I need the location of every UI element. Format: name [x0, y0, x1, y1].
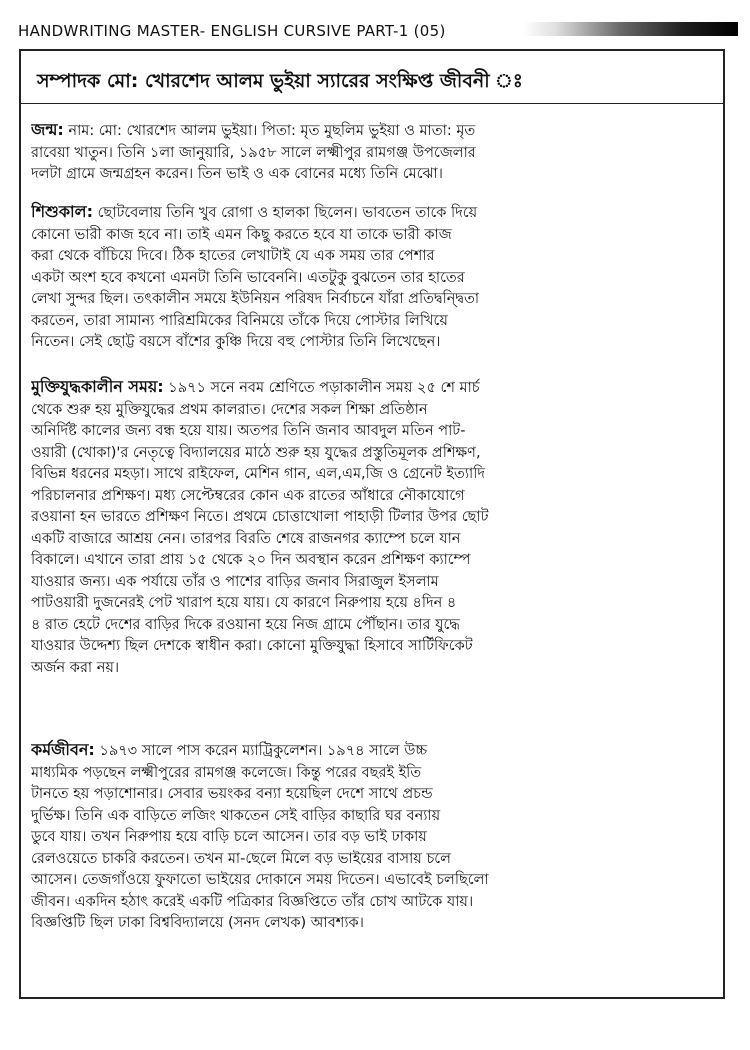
section-line: বিভিন্ন ধরনের মহড়া। সাথে রাইফেল, মেশিন গান, এল,এম,জি ও গ্রেনেট ইত্যাদি — [31, 466, 486, 482]
section-line: লেখা সুন্দর ছিল। তৎকালীন সময়ে ইউনিয়ন পরিষদ নির্বাচনে যাঁরা প্রতিদ্বন্দ্বিতা — [31, 291, 480, 307]
section-line: থেকে শুরু হয় মুক্তিযুদ্ধের প্রথম কালরাত। দেশের সকল শিক্ষা প্রতিষ্ঠান — [31, 401, 428, 418]
section-line: আসেন। তেজগাঁওয়ে ফুফাতো ভাইয়ের দোকানে সময় দিতেন। এভাবেই চলছিলো — [31, 872, 489, 888]
section-line: নিতেন। সেই ছোট্ট বয়সে বাঁশের কুঞ্চি দিয়ে বহু পোস্টার তিনি লিখেছেন। — [31, 334, 441, 350]
section-line: শিশুকাল: ছোটবেলায় তিনি খুব রোগা ও হালকা ছিলেন। ভাবতেন তাকে দিয়ে — [31, 202, 478, 221]
section-line: জন্ম: নাম: মো: খোরশেদ আলম ভুইয়া। পিতা: মৃত মুছলিম ভুইয়া ও মাতা: মৃত — [31, 120, 476, 139]
section-heading: কর্মজীবন: — [31, 740, 95, 759]
section-line: মাধ্যমিক পড়ছেন লক্ষ্মীপুরের রামগঞ্জ কলেজে। কিন্তু পরের বছরই ইতি — [31, 764, 422, 781]
section-line: অর্জন করা নয়। — [31, 659, 120, 676]
section-line: পরিচালনার প্রশিক্ষণ। মধ্য সেপ্টেম্বরের কোন এক রাতের আঁধারে নৌকাযোগে — [31, 487, 465, 504]
section-line: রাবেয়া খাতুন। তিনি ১লা জানুয়ারি, ১৯৫৮ সালে লক্ষ্মীপুর রামগঞ্জ উপজেলার — [31, 144, 476, 161]
section-line: করতেন, তারা সামান্য পারিশ্রমিকের বিনিময়ে তাঁকে দিয়ে পোস্টার লিখিয়ে — [31, 312, 448, 329]
section-line: ডুবে যায়। তখন নিরুপায় হয়ে বাড়ি চলে আসেন। তার বড় ভাই ঢাকায় — [31, 829, 427, 845]
header-title: HANDWRITING MASTER- ENGLISH CURSIVE PART-1 (05) — [18, 22, 446, 40]
section-line: পাটওয়ারী দুজনেরই পেট খারাপ হয়ে যায়। যে কারণে নিরুপায় হয়ে ৪দিন ৪ — [31, 595, 457, 611]
document-frame — [19, 49, 725, 999]
section-heading: মুক্তিযুদ্ধকালীন সময়: — [31, 377, 164, 396]
section-line: কোনো ভারী কাজ হবে না। তাই এমন কিছু করতে হবে যা তাকে ভারী কাজ — [31, 226, 452, 243]
section-line: কর্মজীবন: ১৯৭৩ সালে পাস করেন ম্যাট্রিকুলেশন। ১৯৭৪ সালে উচ্চ — [31, 740, 428, 759]
section-line: একটি বাজারে আশ্রয় নেন। তারপর বিরতি শেষে রাজনগর ক্যাম্পে চলে যান — [31, 530, 461, 547]
section-line: বিকালে। এখানে তারা প্রায় ১৫ থেকে ২০ দিন অবস্থান করেন প্রশিক্ষণ ক্যাম্পে — [31, 552, 471, 568]
section-line: ৪ রাত হেটে দেশের বাড়ির দিকে রওয়ানা হয়ে নিজ গ্রামে পৌঁছান। তার যুদ্ধে — [31, 616, 460, 633]
section-birth — [31, 119, 715, 186]
section-line: টানতে হয় পড়াশোনার। সেবার ভয়ংকর বন্যা হয়েছিল দেশে সাথে প্রচন্ড — [31, 786, 433, 802]
header-gradient-bar — [523, 22, 738, 36]
section-line: যাওয়ার জন্য। এক পর্যায়ে তাঁর ও পাশের বাড়ির জনাব সিরাজুল ইসলাম — [31, 573, 439, 590]
section-heading: জন্ম: — [31, 120, 64, 139]
section-line: জীবন। একদিন হঠাৎ করেই একটি পত্রিকার বিজ্ঞপ্তিতে তাঁর চোখ আটকে যায়। — [31, 893, 474, 910]
section-line: দলটা গ্রামে জন্মগ্রহন করেন। তিন ভাই ও এক বোনের মধ্যে তিনি মেঝো। — [31, 166, 443, 182]
section-line: করা থেকে বাঁচিয়ে দিবে। ঠিক হাতের লেখাটাই যে এক সময় তার পেশার — [31, 248, 435, 264]
section-liberation-war — [31, 376, 715, 679]
section-line: বিজ্ঞপ্তিটি ছিল ঢাকা বিশ্ববিদ্যালয়ে (সনদ লেখক) আবশ্যক। — [31, 915, 364, 931]
page-header — [18, 18, 738, 44]
section-line: যাওয়ার উদ্দেশ্য ছিল দেশকে স্বাধীন করা। কোনো মুক্তিযুদ্ধা হিসাবে সার্টিফিকেট — [31, 638, 473, 654]
section-line: দুর্ভিক্ষ। তিনি এক বাড়িতে লজিং থাকতেন সেই বাড়ির কাছারি ঘর বন্যায় — [31, 807, 441, 824]
section-childhood — [31, 201, 715, 354]
section-heading: শিশুকাল: — [31, 202, 93, 221]
section-line: একটা অংশ হবে কখনো এমনটা তিনি ভাবেননি। এতটুকু বুঝতেন তার হাতের — [31, 269, 465, 286]
section-career — [31, 739, 715, 935]
section-line: রেলওয়েতে চাকরি করতেন। তখন মা-ছেলে মিলে বড় ভাইয়ের বাসায় চলে — [31, 850, 451, 867]
document-title: সম্পাদক মো: খোরশেদ আলম ভুইয়া স্যারের সংক্ষিপ্ত জীবনী ঃ — [37, 70, 523, 92]
section-line: অনির্দিষ্ট কালের জন্য বন্ধ হয়ে যায়। অতপর তিনি জনাব আবদুল মতিন পাট- — [31, 423, 466, 439]
section-line: মুক্তিযুদ্ধকালীন সময়: ১৯৭১ সনে নবম শ্রেণিতে পড়াকালীন সময় ২৫ শে মার্চ — [31, 377, 480, 396]
section-line: ওয়ারী (খোকা)'র নেতৃত্বে বিদ্যালয়ের মাঠে শুরু হয় যুদ্ধের প্রস্তুতিমূলক প্রশিক্ষণ, — [31, 444, 481, 461]
section-line: রওয়ানা হন ভারতে প্রশিক্ষণ নিতে। প্রথমে চোত্তাখোলা পাহাড়ী টিলার উপর ছোট — [31, 509, 489, 525]
title-divider — [21, 103, 723, 104]
